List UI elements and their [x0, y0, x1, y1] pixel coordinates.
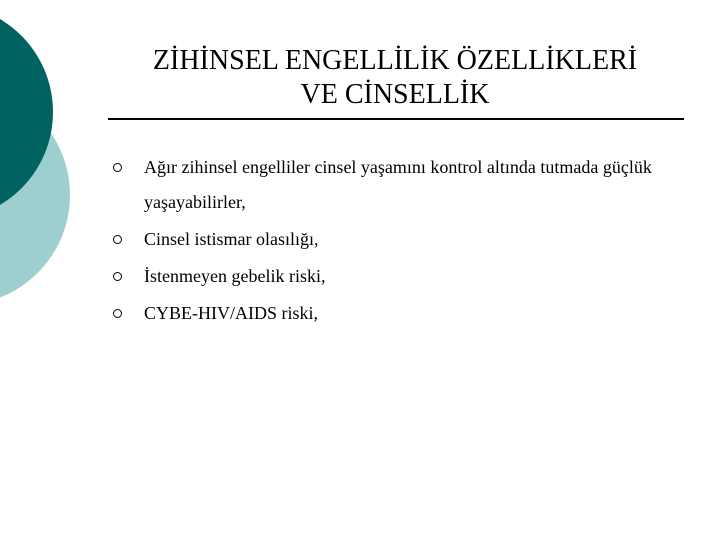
bullet-item — [113, 259, 693, 294]
bullet-item — [113, 150, 693, 220]
bullet-text: Cinsel istismar olasılığı, — [144, 229, 319, 249]
bullet-item — [113, 222, 693, 257]
hollow-circle-bullet-icon — [113, 309, 122, 318]
decorative-circles — [0, 0, 80, 300]
slide-title — [110, 44, 680, 112]
bullet-list — [113, 150, 693, 333]
title-divider — [108, 118, 684, 120]
bullet-text: İstenmeyen gebelik riski, — [144, 266, 326, 286]
bullet-text: CYBE-HIV/AIDS riski, — [144, 303, 318, 323]
hollow-circle-bullet-icon — [113, 235, 122, 244]
title-line-1: ZİHİNSEL ENGELLİLİK ÖZELLİKLERİ — [152, 45, 638, 76]
bullet-text: Ağır zihinsel engelliler cinsel yaşamını kontrol altında tutmada güçlük yaşayabilirler, — [144, 157, 652, 212]
hollow-circle-bullet-icon — [113, 272, 122, 281]
hollow-circle-bullet-icon — [113, 163, 122, 172]
title-line-2: VE CİNSELLİK — [300, 79, 490, 110]
bullet-item — [113, 296, 693, 331]
